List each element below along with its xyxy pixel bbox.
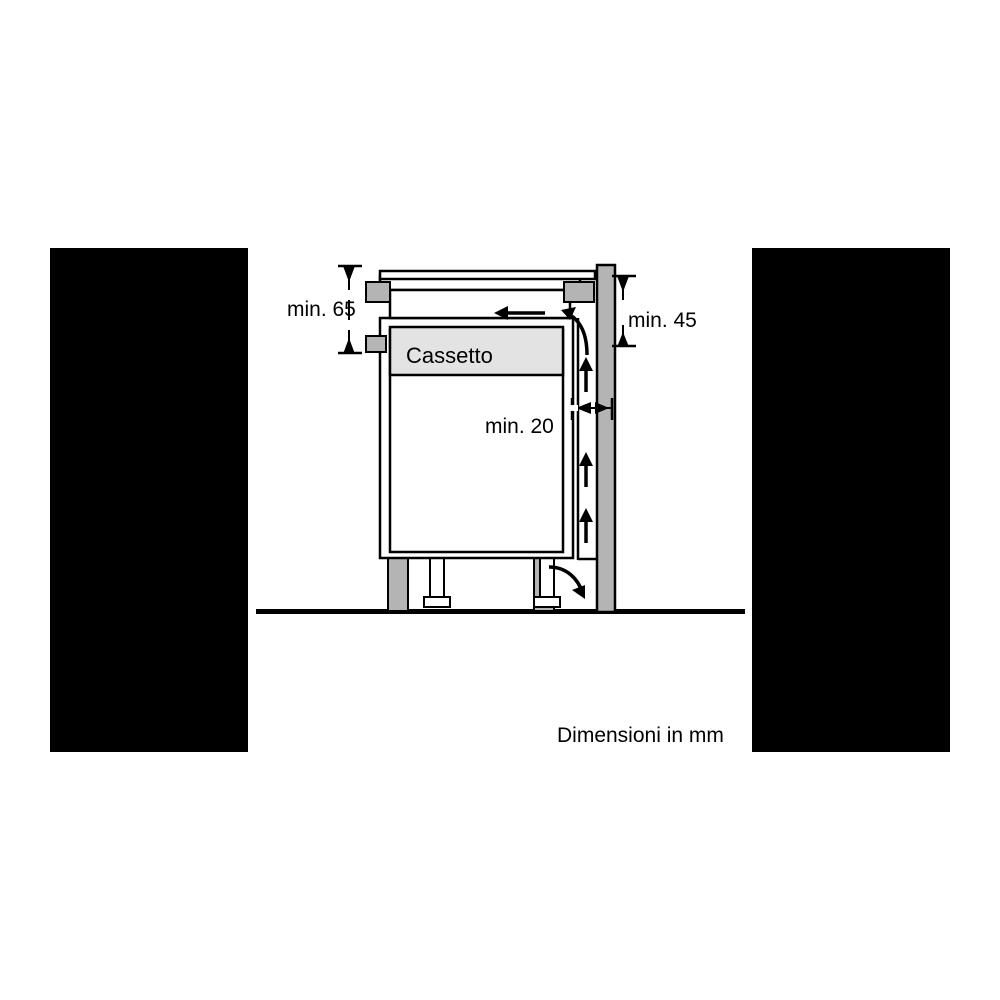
plinth-left — [388, 556, 408, 611]
label-min-65: min. 65 — [287, 298, 356, 321]
label-drawer: Cassetto — [406, 343, 493, 368]
label-min-45: min. 45 — [628, 309, 697, 332]
airflow-arrow-up-3 — [579, 508, 593, 543]
airflow-arrow-up-2 — [579, 452, 593, 487]
cooktop-left-bracket — [366, 336, 386, 352]
floor-line — [256, 609, 745, 614]
cooktop-left-flange — [366, 282, 390, 302]
worktop-slab — [380, 271, 595, 279]
foot-right-base — [534, 597, 560, 607]
airflow-arrow-up-1 — [579, 357, 593, 392]
label-min-20: min. 20 — [485, 415, 554, 438]
foot-left-base — [424, 597, 450, 607]
cooktop-right-flange — [564, 282, 594, 302]
label-units: Dimensioni in mm — [557, 724, 724, 747]
wall-section — [597, 265, 615, 612]
